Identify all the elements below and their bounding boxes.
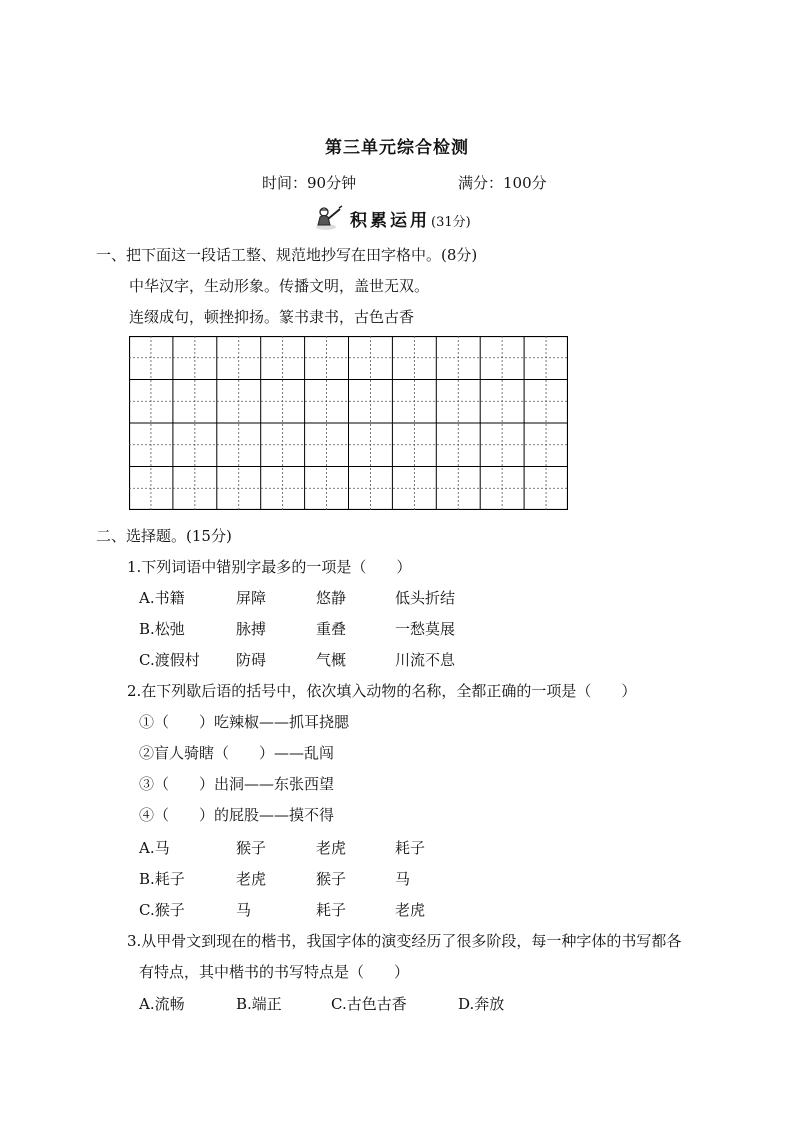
section-name: 积累运用 bbox=[350, 211, 430, 231]
q2-1-option-a-label[interactable]: A.书籍 bbox=[139, 589, 185, 607]
q2-1-option-b-word: 一愁莫展 bbox=[395, 620, 456, 638]
q2-2-option-b-word: 马 bbox=[395, 870, 411, 888]
q2-3-option-a[interactable]: A.流畅 bbox=[139, 995, 185, 1013]
q2-2-option-b-word: 老虎 bbox=[236, 870, 267, 888]
q2-1-option-c-label[interactable]: C.渡假村 bbox=[139, 651, 200, 669]
time-limit: 时间：90分钟 bbox=[262, 174, 357, 192]
q2-2-option-a-word: 猴子 bbox=[236, 839, 267, 857]
q2-1-option-a-word: 屏障 bbox=[236, 589, 267, 607]
q2-2-option-c-word: 耗子 bbox=[316, 901, 347, 919]
q2-2-option-c-label[interactable]: C.猴子 bbox=[139, 901, 185, 919]
q1-text-line-2: 连缀成句，顿挫抑扬。篆书隶书，古色古香 bbox=[129, 308, 415, 326]
q2-3-option-d[interactable]: D.奔放 bbox=[458, 995, 505, 1013]
q2-2-option-b-label[interactable]: B.耗子 bbox=[139, 870, 185, 888]
q2-2-option-a-label[interactable]: A.马 bbox=[139, 839, 170, 857]
q2-1-option-b-label[interactable]: B.松弛 bbox=[139, 620, 185, 638]
q2-2-option-a-word: 耗子 bbox=[395, 839, 426, 857]
page-title: 第三单元综合检测 bbox=[325, 138, 469, 158]
q2-2-saying: ①（ ）吃辣椒——抓耳挠腮 bbox=[139, 713, 350, 731]
tianzige-writing-grid[interactable] bbox=[129, 336, 568, 510]
q2-heading: 二、选择题。(15分) bbox=[96, 527, 232, 545]
q2-2-saying: ③（ ）出洞——东张西望 bbox=[139, 775, 335, 793]
q2-2-saying: ②盲人骑瞎（ ）——乱闯 bbox=[139, 744, 335, 762]
q2-2-saying: ④（ ）的屁股——摸不得 bbox=[139, 806, 335, 824]
q2-2-option-a-word: 老虎 bbox=[316, 839, 347, 857]
q2-3-option-c[interactable]: C.古色古香 bbox=[331, 995, 407, 1013]
q2-1-option-c-word: 气概 bbox=[316, 651, 347, 669]
q2-3-option-b[interactable]: B.端正 bbox=[236, 995, 282, 1013]
q2-1-option-c-word: 防碍 bbox=[236, 651, 267, 669]
q2-2-option-c-word: 老虎 bbox=[395, 901, 426, 919]
q1-heading: 一、把下面这一段话工整、规范地抄写在田字格中。(8分) bbox=[96, 246, 478, 264]
q2-1-option-a-word: 悠静 bbox=[316, 589, 347, 607]
q2-3-stem-line-2: 有特点，其中楷书的书写特点是（ ） bbox=[139, 963, 410, 981]
q1-text-line-1: 中华汉字，生动形象。传播文明，盖世无双。 bbox=[129, 277, 430, 295]
section-banner bbox=[314, 205, 471, 231]
q2-3-stem-line-1: 3.从甲骨文到现在的楷书，我国字体的演变经历了很多阶段，每一种字体的书写都各 bbox=[127, 932, 682, 950]
section-points: (31分) bbox=[431, 215, 471, 230]
full-score: 满分：100分 bbox=[458, 174, 547, 192]
q2-1-stem: 1.下列词语中错别字最多的一项是（ ） bbox=[127, 558, 412, 576]
q2-1-option-a-word: 低头折结 bbox=[395, 589, 456, 607]
q2-2-option-b-word: 猴子 bbox=[316, 870, 347, 888]
q2-2-stem: 2.在下列歇后语的括号中，依次填入动物的名称，全都正确的一项是（ ） bbox=[127, 682, 637, 700]
q2-1-option-b-word: 脉搏 bbox=[236, 620, 267, 638]
q2-1-option-c-word: 川流不息 bbox=[395, 651, 456, 669]
q2-2-option-c-word: 马 bbox=[236, 901, 252, 919]
q2-1-option-b-word: 重叠 bbox=[316, 620, 347, 638]
pen-writing-icon bbox=[314, 205, 344, 231]
